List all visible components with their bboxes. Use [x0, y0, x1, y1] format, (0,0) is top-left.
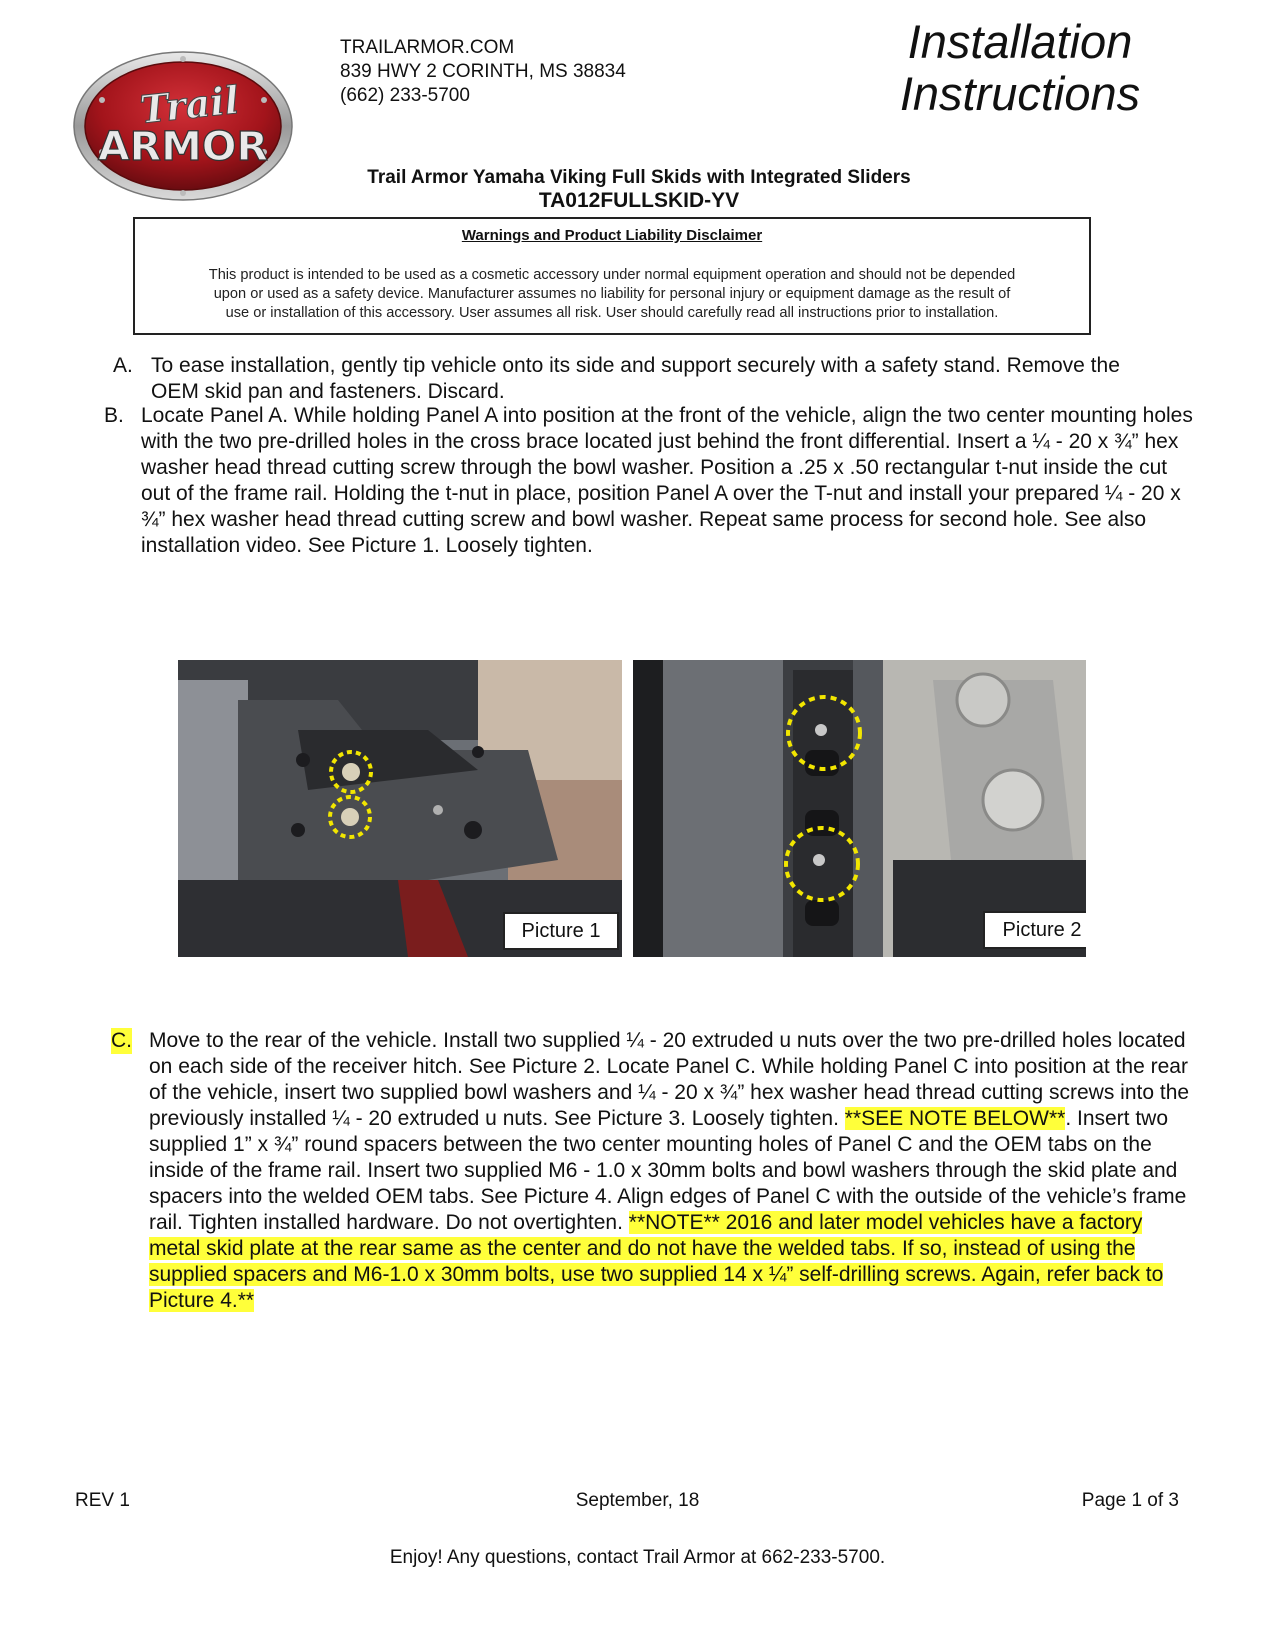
picture-2-caption: Picture 2 [983, 911, 1086, 949]
logo-text-armor: ARMOR [98, 124, 268, 170]
document-title [260, 166, 1018, 212]
step-b [104, 403, 1196, 563]
picture-1 [178, 660, 622, 957]
picture-1-caption: Picture 1 [503, 912, 619, 950]
logo-text-trail: Trail [137, 76, 242, 133]
title-line-1: Installation [907, 15, 1133, 68]
installation-instructions-title [870, 16, 1170, 120]
disclaimer-line: This product is intended to be used as a cosmetic accessory under normal equipment operation and should not be depended [208, 267, 1016, 283]
product-title: Trail Armor Yamaha Viking Full Skids with Integrated Sliders [367, 167, 911, 188]
see-note-below-highlight: **SEE NOTE BELOW** [844, 1107, 1066, 1130]
step-c-text-part-1: Move to the rear of the vehicle. Install two supplied ¼ - 20 extruded u nuts over the two pre-drilled holes located on each side of the receiver hitch. See Picture 2. Locate Panel C. While holding Panel C into position at the rear of the vehicle, insert two supplied bowl washers and ¼ - 20 x ¾” hex washer head thread cutting screws into the previously installed ¼ - 20 extruded u nuts. See Picture 3. Loosely tighten. [149, 1029, 1190, 1130]
step-a-label: A. [113, 354, 133, 377]
address: 839 HWY 2 CORINTH, MS 38834 [340, 61, 626, 82]
step-a-text: To ease installation, gently tip vehicle onto its side and support securely with a safety stand. Remove the OEM skid pan and fasteners. Discard. [151, 354, 1120, 403]
page-number: Page 1 of 3 [1081, 1490, 1179, 1511]
disclaimer-line: use or installation of this accessory. User assumes all risk. User should carefully read all instructions prior to installation. [225, 305, 999, 321]
company-info [340, 36, 626, 108]
step-c-label: C. [111, 1029, 132, 1052]
website: TRAILARMOR.COM [340, 37, 515, 58]
disclaimer-box [133, 217, 1091, 335]
step-b-text: Locate Panel A. While holding Panel A into position at the front of the vehicle, align the two center mounting holes with the two pre-drilled holes in the cross brace located just behind the front differential. Insert a ¼ - 20 x ¾” hex washer head thread cutting screw through the bowl washer. Position a .25 x .50 rectangular t-nut inside the cut out of the frame rail. Holding the t-nut in place, position Panel A over the T-nut and install your prepared ¼ - 20 x ¾” hex washer head thread cutting screw and bowl washer. Repeat same process for second hole. See also installation video. See Picture 1. Loosely tighten. [141, 404, 1193, 557]
model-year-note-highlight: **NOTE** 2016 and later model vehicles have a factory metal skid plate at the rear same as the center and do not have the welded tabs. If so, instead of using the supplied spacers and M6-1.0 x 30mm bolts, use two supplied 14 x ¼” self-drilling screws. Again, refer back to Picture 4.** [149, 1211, 1164, 1312]
picture-2 [633, 660, 1086, 957]
document-date: September, 18 [575, 1490, 700, 1511]
phone: (662) 233-5700 [340, 85, 470, 106]
disclaimer-body [151, 266, 1073, 323]
title-line-2: Instructions [899, 67, 1141, 120]
revision: REV 1 [75, 1490, 130, 1511]
part-number: TA012FULLSKID-YV [538, 189, 740, 212]
disclaimer-line: upon or used as a safety device. Manufacturer assumes no liability for personal injury or equipment damage as the result of [213, 286, 1011, 302]
step-c-text [149, 1028, 1199, 1314]
step-c [111, 1028, 1199, 1318]
step-a [113, 353, 1168, 405]
disclaimer-heading: Warnings and Product Liability Disclaimer [461, 227, 763, 244]
step-c-text-part-2: . Insert two supplied 1” x ¾” round spacers between the two center mounting holes of Panel C and the OEM tabs on the inside of the frame rail. Insert two supplied M6 - 1.0 x 30mm bolts and bowl washers through the skid plate and spacers into the welded OEM tabs. See Picture 4. Align edges of Panel C with the outside of the vehicle’s frame rail. Tighten installed hardware. Do not overtighten. [149, 1107, 1187, 1234]
contact-note: Enjoy! Any questions, contact Trail Armor at 662-233-5700. [389, 1547, 886, 1568]
step-b-label: B. [104, 404, 124, 427]
